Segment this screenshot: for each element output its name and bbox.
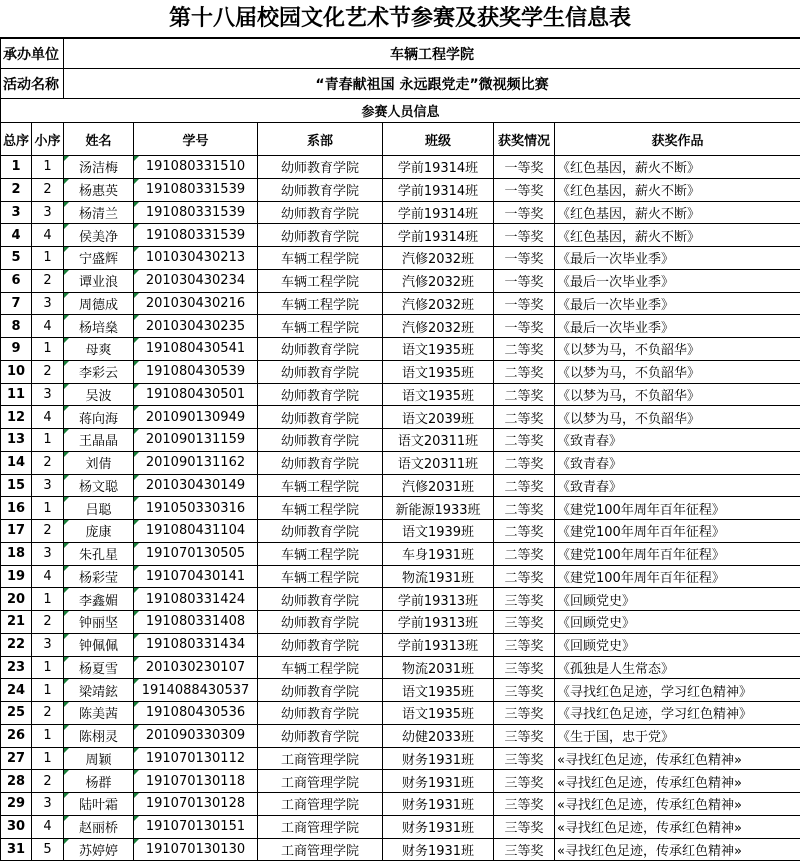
table-row xyxy=(1,793,800,816)
cell-student-id: 191080331408 xyxy=(134,611,258,634)
section-title: 参赛人员信息 xyxy=(1,99,800,123)
cell-department: 车辆工程学院 xyxy=(258,247,383,270)
cell-sub-no: 1 xyxy=(32,429,64,452)
cell-award: 一等奖 xyxy=(494,269,555,292)
cell-award: 一等奖 xyxy=(494,315,555,338)
cell-class: 语文20311班 xyxy=(383,429,494,452)
cell-department: 幼师教育学院 xyxy=(258,451,383,474)
cell-award: 一等奖 xyxy=(494,178,555,201)
cell-work: 《以梦为马，不负韶华》 xyxy=(555,338,800,361)
cell-student-id: 191080331510 xyxy=(134,156,258,179)
cell-class: 学前19314班 xyxy=(383,156,494,179)
cell-class: 汽修2031班 xyxy=(383,474,494,497)
cell-award: 三等奖 xyxy=(494,815,555,838)
cell-class: 语文1935班 xyxy=(383,702,494,725)
header-name: 姓名 xyxy=(64,123,134,156)
cell-work: 《红色基因，薪火不断》 xyxy=(555,178,800,201)
cell-class: 财务1931班 xyxy=(383,793,494,816)
cell-award: 三等奖 xyxy=(494,679,555,702)
cell-work: 《红色基因，薪火不断》 xyxy=(555,224,800,247)
cell-name: 钟佩佩 xyxy=(64,633,134,656)
cell-work: 《寻找红色足迹，学习红色精神》 xyxy=(555,702,800,725)
header-work: 获奖作品 xyxy=(555,123,800,156)
cell-class: 学前19313班 xyxy=(383,611,494,634)
cell-name: 陈栩灵 xyxy=(64,724,134,747)
cell-class: 语文1935班 xyxy=(383,679,494,702)
cell-award: 二等奖 xyxy=(494,497,555,520)
cell-name: 谭业浪 xyxy=(64,269,134,292)
cell-award: 一等奖 xyxy=(494,156,555,179)
cell-department: 工商管理学院 xyxy=(258,747,383,770)
cell-award: 二等奖 xyxy=(494,360,555,383)
cell-class: 物流1931班 xyxy=(383,565,494,588)
cell-total-no: 7 xyxy=(1,292,32,315)
cell-name: 蒋向海 xyxy=(64,406,134,429)
table-row xyxy=(1,815,800,838)
cell-student-id: 191080331539 xyxy=(134,224,258,247)
cell-department: 工商管理学院 xyxy=(258,770,383,793)
cell-sub-no: 2 xyxy=(32,520,64,543)
cell-name: 陆叶霜 xyxy=(64,793,134,816)
cell-total-no: 13 xyxy=(1,429,32,452)
cell-class: 学前19314班 xyxy=(383,178,494,201)
cell-work: 《最后一次毕业季》 xyxy=(555,292,800,315)
cell-sub-no: 3 xyxy=(32,474,64,497)
cell-class: 学前19313班 xyxy=(383,588,494,611)
cell-student-id: 191080430536 xyxy=(134,702,258,725)
host-row xyxy=(1,39,800,69)
cell-sub-no: 1 xyxy=(32,338,64,361)
cell-total-no: 4 xyxy=(1,224,32,247)
cell-student-id: 191050330316 xyxy=(134,497,258,520)
cell-work: 《建党100年周年百年征程》 xyxy=(555,497,800,520)
table-row xyxy=(1,315,800,338)
cell-department: 工商管理学院 xyxy=(258,838,383,861)
cell-student-id: 201030430216 xyxy=(134,292,258,315)
cell-department: 车辆工程学院 xyxy=(258,292,383,315)
cell-sub-no: 1 xyxy=(32,679,64,702)
table-row xyxy=(1,338,800,361)
cell-work: 《致青春》 xyxy=(555,429,800,452)
cell-work: «寻找红色足迹，传承红色精神» xyxy=(555,747,800,770)
table-row xyxy=(1,224,800,247)
cell-work: 《最后一次毕业季》 xyxy=(555,315,800,338)
cell-award: 二等奖 xyxy=(494,451,555,474)
cell-department: 幼师教育学院 xyxy=(258,156,383,179)
cell-class: 语文2039班 xyxy=(383,406,494,429)
host-label: 承办单位 xyxy=(1,39,64,69)
cell-department: 幼师教育学院 xyxy=(258,360,383,383)
cell-total-no: 22 xyxy=(1,633,32,656)
cell-award: 三等奖 xyxy=(494,724,555,747)
cell-award: 三等奖 xyxy=(494,588,555,611)
cell-student-id: 201030430235 xyxy=(134,315,258,338)
cell-work: 《建党100年周年百年征程》 xyxy=(555,542,800,565)
cell-name: 杨群 xyxy=(64,770,134,793)
table-row xyxy=(1,451,800,474)
cell-total-no: 10 xyxy=(1,360,32,383)
table-row xyxy=(1,247,800,270)
cell-award: 一等奖 xyxy=(494,292,555,315)
cell-student-id: 1914088430537 xyxy=(134,679,258,702)
cell-class: 汽修2032班 xyxy=(383,247,494,270)
cell-total-no: 18 xyxy=(1,542,32,565)
cell-department: 车辆工程学院 xyxy=(258,474,383,497)
cell-work: «寻找红色足迹，传承红色精神» xyxy=(555,815,800,838)
cell-department: 幼师教育学院 xyxy=(258,201,383,224)
cell-sub-no: 3 xyxy=(32,793,64,816)
cell-work: 《红色基因，薪火不断》 xyxy=(555,201,800,224)
cell-name: 朱孔星 xyxy=(64,542,134,565)
cell-name: 苏婷婷 xyxy=(64,838,134,861)
cell-sub-no: 4 xyxy=(32,406,64,429)
cell-student-id: 191070430141 xyxy=(134,565,258,588)
cell-total-no: 16 xyxy=(1,497,32,520)
cell-student-id: 191070130130 xyxy=(134,838,258,861)
cell-name: 杨彩莹 xyxy=(64,565,134,588)
cell-award: 三等奖 xyxy=(494,838,555,861)
table-row xyxy=(1,724,800,747)
cell-work: 《致青春》 xyxy=(555,451,800,474)
cell-award: 二等奖 xyxy=(494,338,555,361)
table-row xyxy=(1,542,800,565)
cell-department: 幼师教育学院 xyxy=(258,178,383,201)
cell-sub-no: 1 xyxy=(32,497,64,520)
cell-class: 语文1935班 xyxy=(383,338,494,361)
cell-work: 《最后一次毕业季》 xyxy=(555,247,800,270)
table-row xyxy=(1,588,800,611)
table-row xyxy=(1,429,800,452)
cell-department: 幼师教育学院 xyxy=(258,724,383,747)
cell-total-no: 3 xyxy=(1,201,32,224)
cell-name: 梁靖鉉 xyxy=(64,679,134,702)
cell-class: 物流2031班 xyxy=(383,656,494,679)
cell-work: 《以梦为马，不负韶华》 xyxy=(555,360,800,383)
cell-total-no: 8 xyxy=(1,315,32,338)
cell-award: 三等奖 xyxy=(494,747,555,770)
cell-total-no: 26 xyxy=(1,724,32,747)
cell-total-no: 29 xyxy=(1,793,32,816)
cell-student-id: 191080430541 xyxy=(134,338,258,361)
cell-name: 庞康 xyxy=(64,520,134,543)
table-row xyxy=(1,383,800,406)
cell-name: 吕聪 xyxy=(64,497,134,520)
cell-name: 杨夏雪 xyxy=(64,656,134,679)
cell-student-id: 191080331539 xyxy=(134,178,258,201)
cell-department: 幼师教育学院 xyxy=(258,520,383,543)
cell-award: 二等奖 xyxy=(494,542,555,565)
cell-department: 幼师教育学院 xyxy=(258,679,383,702)
cell-work: 《以梦为马，不负韶华》 xyxy=(555,383,800,406)
cell-total-no: 30 xyxy=(1,815,32,838)
info-table xyxy=(0,38,800,861)
cell-department: 车辆工程学院 xyxy=(258,542,383,565)
header-department: 系部 xyxy=(258,123,383,156)
cell-total-no: 6 xyxy=(1,269,32,292)
cell-name: 侯美净 xyxy=(64,224,134,247)
table-row xyxy=(1,633,800,656)
cell-sub-no: 2 xyxy=(32,451,64,474)
cell-work: «寻找红色足迹，传承红色精神» xyxy=(555,838,800,861)
cell-sub-no: 4 xyxy=(32,224,64,247)
cell-total-no: 5 xyxy=(1,247,32,270)
cell-sub-no: 1 xyxy=(32,656,64,679)
cell-class: 学前19313班 xyxy=(383,633,494,656)
table-row xyxy=(1,520,800,543)
cell-total-no: 17 xyxy=(1,520,32,543)
cell-name: 杨清兰 xyxy=(64,201,134,224)
sheet-title: 第十八届校园文化艺术节参赛及获奖学生信息表 xyxy=(0,0,800,38)
cell-student-id: 191070130151 xyxy=(134,815,258,838)
cell-class: 幼健2033班 xyxy=(383,724,494,747)
cell-name: 宁盛辉 xyxy=(64,247,134,270)
cell-student-id: 191080430501 xyxy=(134,383,258,406)
cell-class: 学前19314班 xyxy=(383,201,494,224)
cell-sub-no: 2 xyxy=(32,360,64,383)
cell-class: 财务1931班 xyxy=(383,838,494,861)
cell-class: 学前19314班 xyxy=(383,224,494,247)
cell-sub-no: 5 xyxy=(32,838,64,861)
table-row xyxy=(1,611,800,634)
cell-class: 汽修2032班 xyxy=(383,269,494,292)
table-row xyxy=(1,656,800,679)
cell-name: 王晶晶 xyxy=(64,429,134,452)
cell-department: 工商管理学院 xyxy=(258,815,383,838)
cell-work: 《寻找红色足迹，学习红色精神》 xyxy=(555,679,800,702)
cell-total-no: 20 xyxy=(1,588,32,611)
cell-class: 财务1931班 xyxy=(383,747,494,770)
cell-total-no: 23 xyxy=(1,656,32,679)
header-class: 班级 xyxy=(383,123,494,156)
table-row xyxy=(1,201,800,224)
cell-award: 二等奖 xyxy=(494,565,555,588)
cell-department: 车辆工程学院 xyxy=(258,497,383,520)
cell-sub-no: 3 xyxy=(32,633,64,656)
activity-value: “青春献祖国 永远跟党走”微视频比赛 xyxy=(64,69,800,99)
cell-sub-no: 2 xyxy=(32,178,64,201)
cell-name: 周德成 xyxy=(64,292,134,315)
cell-award: 一等奖 xyxy=(494,247,555,270)
cell-award: 三等奖 xyxy=(494,611,555,634)
cell-name: 杨培燊 xyxy=(64,315,134,338)
cell-department: 车辆工程学院 xyxy=(258,656,383,679)
cell-department: 幼师教育学院 xyxy=(258,702,383,725)
cell-work: 《红色基因，薪火不断》 xyxy=(555,156,800,179)
cell-sub-no: 4 xyxy=(32,315,64,338)
cell-work: 《致青春》 xyxy=(555,474,800,497)
cell-sub-no: 1 xyxy=(32,156,64,179)
cell-name: 李鑫媚 xyxy=(64,588,134,611)
cell-work: 《以梦为马，不负韶华》 xyxy=(555,406,800,429)
cell-department: 幼师教育学院 xyxy=(258,383,383,406)
cell-work: 《回顾党史》 xyxy=(555,611,800,634)
cell-award: 二等奖 xyxy=(494,383,555,406)
cell-class: 语文1935班 xyxy=(383,360,494,383)
cell-class: 新能源1933班 xyxy=(383,497,494,520)
cell-class: 语文1935班 xyxy=(383,383,494,406)
host-value: 车辆工程学院 xyxy=(64,39,800,69)
cell-student-id: 191080430539 xyxy=(134,360,258,383)
cell-name: 陈美茜 xyxy=(64,702,134,725)
cell-student-id: 201090330309 xyxy=(134,724,258,747)
cell-name: 赵丽桥 xyxy=(64,815,134,838)
cell-department: 幼师教育学院 xyxy=(258,633,383,656)
cell-class: 汽修2032班 xyxy=(383,292,494,315)
cell-total-no: 2 xyxy=(1,178,32,201)
activity-label: 活动名称 xyxy=(1,69,64,99)
table-row xyxy=(1,679,800,702)
cell-name: 刘倩 xyxy=(64,451,134,474)
cell-total-no: 21 xyxy=(1,611,32,634)
table-row xyxy=(1,838,800,861)
cell-award: 二等奖 xyxy=(494,520,555,543)
cell-total-no: 9 xyxy=(1,338,32,361)
cell-total-no: 1 xyxy=(1,156,32,179)
cell-total-no: 24 xyxy=(1,679,32,702)
cell-student-id: 191080431104 xyxy=(134,520,258,543)
cell-student-id: 191080331424 xyxy=(134,588,258,611)
cell-total-no: 25 xyxy=(1,702,32,725)
cell-total-no: 27 xyxy=(1,747,32,770)
cell-sub-no: 1 xyxy=(32,724,64,747)
cell-sub-no: 3 xyxy=(32,383,64,406)
cell-department: 幼师教育学院 xyxy=(258,406,383,429)
cell-award: 三等奖 xyxy=(494,793,555,816)
cell-sub-no: 1 xyxy=(32,747,64,770)
cell-class: 财务1931班 xyxy=(383,815,494,838)
cell-award: 一等奖 xyxy=(494,201,555,224)
cell-work: «寻找红色足迹，传承红色精神» xyxy=(555,770,800,793)
cell-student-id: 191080331434 xyxy=(134,633,258,656)
cell-student-id: 201090130949 xyxy=(134,406,258,429)
table-row xyxy=(1,770,800,793)
cell-sub-no: 2 xyxy=(32,611,64,634)
cell-total-no: 31 xyxy=(1,838,32,861)
cell-award: 二等奖 xyxy=(494,474,555,497)
cell-name: 钟丽坚 xyxy=(64,611,134,634)
table-row xyxy=(1,474,800,497)
cell-sub-no: 1 xyxy=(32,247,64,270)
cell-name: 杨文聪 xyxy=(64,474,134,497)
cell-sub-no: 3 xyxy=(32,201,64,224)
cell-student-id: 201030230107 xyxy=(134,656,258,679)
cell-total-no: 14 xyxy=(1,451,32,474)
cell-department: 车辆工程学院 xyxy=(258,315,383,338)
cell-award: 三等奖 xyxy=(494,633,555,656)
cell-award: 三等奖 xyxy=(494,770,555,793)
table-row xyxy=(1,497,800,520)
cell-department: 幼师教育学院 xyxy=(258,338,383,361)
table-row xyxy=(1,747,800,770)
cell-award: 三等奖 xyxy=(494,656,555,679)
cell-department: 车辆工程学院 xyxy=(258,269,383,292)
table-row xyxy=(1,292,800,315)
cell-total-no: 28 xyxy=(1,770,32,793)
cell-class: 财务1931班 xyxy=(383,770,494,793)
header-award: 获奖情况 xyxy=(494,123,555,156)
cell-total-no: 15 xyxy=(1,474,32,497)
cell-student-id: 191070130118 xyxy=(134,770,258,793)
cell-work: 《回顾党史》 xyxy=(555,633,800,656)
cell-student-id: 191070130505 xyxy=(134,542,258,565)
cell-work: 《最后一次毕业季》 xyxy=(555,269,800,292)
cell-work: 《建党100年周年百年征程》 xyxy=(555,520,800,543)
cell-class: 语文20311班 xyxy=(383,451,494,474)
cell-name: 李彩云 xyxy=(64,360,134,383)
cell-student-id: 201090131162 xyxy=(134,451,258,474)
cell-award: 二等奖 xyxy=(494,429,555,452)
cell-total-no: 12 xyxy=(1,406,32,429)
cell-total-no: 19 xyxy=(1,565,32,588)
cell-department: 幼师教育学院 xyxy=(258,588,383,611)
cell-department: 幼师教育学院 xyxy=(258,224,383,247)
cell-work: 《建党100年周年百年征程》 xyxy=(555,565,800,588)
cell-sub-no: 1 xyxy=(32,588,64,611)
section-row xyxy=(1,99,800,123)
cell-award: 一等奖 xyxy=(494,224,555,247)
cell-student-id: 191080331539 xyxy=(134,201,258,224)
table-row xyxy=(1,360,800,383)
table-row xyxy=(1,406,800,429)
cell-department: 工商管理学院 xyxy=(258,793,383,816)
cell-name: 吴波 xyxy=(64,383,134,406)
table-row xyxy=(1,156,800,179)
cell-sub-no: 2 xyxy=(32,702,64,725)
cell-total-no: 11 xyxy=(1,383,32,406)
cell-department: 车辆工程学院 xyxy=(258,565,383,588)
cell-sub-no: 4 xyxy=(32,565,64,588)
cell-class: 语文1939班 xyxy=(383,520,494,543)
cell-student-id: 101030430213 xyxy=(134,247,258,270)
cell-award: 二等奖 xyxy=(494,406,555,429)
cell-department: 幼师教育学院 xyxy=(258,429,383,452)
cell-name: 周颖 xyxy=(64,747,134,770)
table-row xyxy=(1,178,800,201)
cell-award: 三等奖 xyxy=(494,702,555,725)
cell-sub-no: 3 xyxy=(32,542,64,565)
cell-student-id: 201030430149 xyxy=(134,474,258,497)
cell-sub-no: 2 xyxy=(32,269,64,292)
cell-class: 汽修2032班 xyxy=(383,315,494,338)
cell-student-id: 191070130112 xyxy=(134,747,258,770)
cell-sub-no: 2 xyxy=(32,770,64,793)
table-row xyxy=(1,565,800,588)
table-row xyxy=(1,702,800,725)
activity-row xyxy=(1,69,800,99)
cell-sub-no: 3 xyxy=(32,292,64,315)
cell-class: 车身1931班 xyxy=(383,542,494,565)
cell-student-id: 191070130128 xyxy=(134,793,258,816)
cell-student-id: 201090131159 xyxy=(134,429,258,452)
cell-sub-no: 4 xyxy=(32,815,64,838)
header-total-no: 总序 xyxy=(1,123,32,156)
table-row xyxy=(1,269,800,292)
cell-department: 幼师教育学院 xyxy=(258,611,383,634)
cell-work: 《回顾党史》 xyxy=(555,588,800,611)
cell-work: 《孤独是人生常态》 xyxy=(555,656,800,679)
header-row xyxy=(1,123,800,156)
header-student-id: 学号 xyxy=(134,123,258,156)
cell-work: «寻找红色足迹，传承红色精神» xyxy=(555,793,800,816)
cell-name: 母爽 xyxy=(64,338,134,361)
cell-work: 《生于国，忠于党》 xyxy=(555,724,800,747)
cell-student-id: 201030430234 xyxy=(134,269,258,292)
table-body xyxy=(1,39,800,861)
header-sub-no: 小序 xyxy=(32,123,64,156)
cell-name: 汤洁梅 xyxy=(64,156,134,179)
cell-name: 杨惠英 xyxy=(64,178,134,201)
